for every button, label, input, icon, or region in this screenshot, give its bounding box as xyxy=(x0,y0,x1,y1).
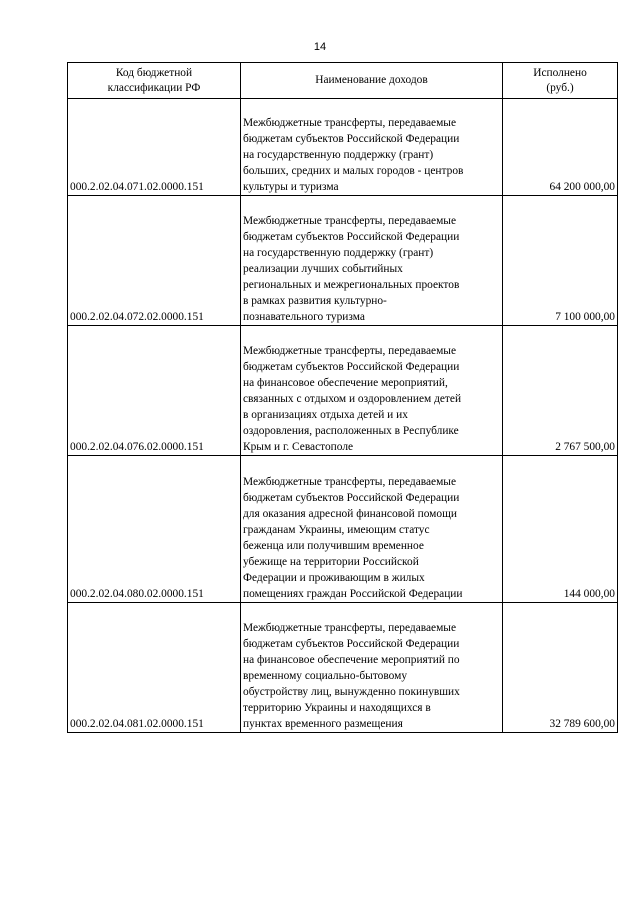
header-executed-sum xyxy=(503,63,618,99)
row-income-name-text: Межбюджетные трансферты, передаваемые бюджетам субъектов Российской Федерации на финансовое обеспечение мероприятий, связанных с отдыхом и оздоровлением детей в организациях отдыха детей и их оздоровления, расположенных в Республике Крым и г. Севастополе xyxy=(243,345,462,453)
row-budget-code: 000.2.02.04.071.02.0000.151 xyxy=(68,99,241,196)
table-row xyxy=(68,326,618,456)
row-budget-code: 000.2.02.04.080.02.0000.151 xyxy=(68,456,241,603)
budget-income-table xyxy=(67,62,618,733)
row-executed-sum: 32 789 600,00 xyxy=(503,603,618,733)
row-income-name-text: Межбюджетные трансферты, передаваемые бюджетам субъектов Российской Федерации для оказания адресной финансовой помощи гражданам Украины, имеющим статус беженца или получившим временное убежище на территории Российской Федерации и проживающим в жилых помещениях граждан Российской Федерации xyxy=(243,476,463,600)
header-budget-code-label: Код бюджетной классификации РФ xyxy=(107,66,201,94)
row-income-name xyxy=(241,326,503,456)
row-budget-code: 000.2.02.04.076.02.0000.151 xyxy=(68,326,241,456)
header-income-name xyxy=(241,63,503,99)
table-row xyxy=(68,99,618,196)
table-row xyxy=(68,196,618,326)
row-income-name-text: Межбюджетные трансферты, передаваемые бюджетам субъектов Российской Федерации на государственную поддержку (грант) реализации лучших событийных региональных и межрегиональных проектов в рамках развития культурно- познавательного туризма xyxy=(243,215,460,323)
row-executed-sum: 7 100 000,00 xyxy=(503,196,618,326)
table-row xyxy=(68,456,618,603)
row-income-name xyxy=(241,603,503,733)
row-executed-sum: 144 000,00 xyxy=(503,456,618,603)
row-income-name xyxy=(241,456,503,603)
row-income-name-text: Межбюджетные трансферты, передаваемые бюджетам субъектов Российской Федерации на финансовое обеспечение мероприятий по временному социально-бытовому обустройству лиц, вынужденно покинувших территорию Украины и находящихся в пунктах временного размещения xyxy=(243,622,460,730)
header-budget-code xyxy=(68,63,241,99)
table-row xyxy=(68,603,618,733)
row-income-name xyxy=(241,99,503,196)
row-budget-code: 000.2.02.04.081.02.0000.151 xyxy=(68,603,241,733)
row-executed-sum: 2 767 500,00 xyxy=(503,326,618,456)
header-executed-sum-label: Исполнено (руб.) xyxy=(533,66,587,94)
table-header-row xyxy=(68,63,618,99)
row-income-name xyxy=(241,196,503,326)
row-budget-code: 000.2.02.04.072.02.0000.151 xyxy=(68,196,241,326)
row-executed-sum: 64 200 000,00 xyxy=(503,99,618,196)
page-number: 14 xyxy=(313,41,327,53)
header-income-name-label: Наименование доходов xyxy=(315,74,428,86)
row-income-name-text: Межбюджетные трансферты, передаваемые бюджетам субъектов Российской Федерации на государственную поддержку (грант) больших, средних и малых городов - центров культуры и туризма xyxy=(243,117,464,193)
